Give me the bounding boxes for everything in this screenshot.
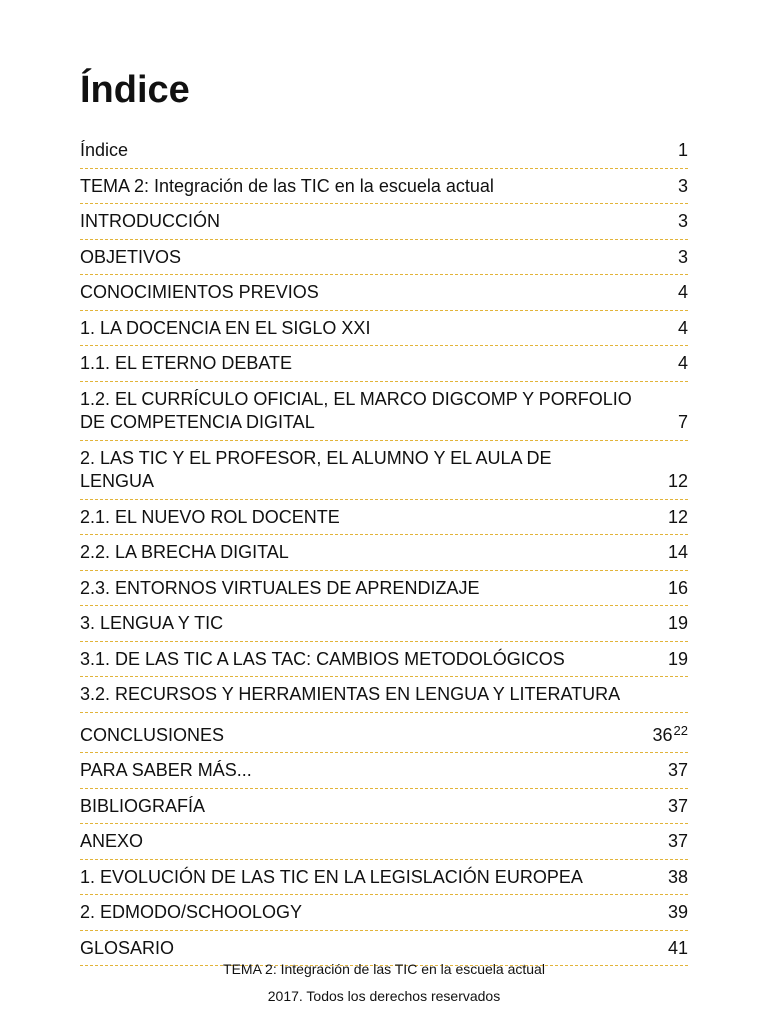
toc-page-value: 19 <box>667 613 688 633</box>
toc-entry-line <box>80 541 688 565</box>
toc-entry-text: TEMA 2: Integración de las TIC en la escuela actual <box>80 175 494 196</box>
toc-page-value: 14 <box>667 542 688 562</box>
toc-entry-page-number <box>678 246 688 270</box>
toc-page-value: 37 <box>667 831 688 851</box>
toc-entry-text: 1.1. EL ETERNO DEBATE <box>80 353 293 373</box>
toc-entry-text: 2.1. EL NUEVO ROL DOCENTE <box>80 506 340 527</box>
toc-entry-page-number <box>668 759 688 783</box>
toc-page-value: 37 <box>667 795 688 816</box>
toc-entry[interactable] <box>80 713 688 754</box>
toc-entry-text: 3. LENGUA Y TIC <box>80 613 224 633</box>
toc-entry-page-number <box>668 612 688 636</box>
toc-entry-line <box>80 281 688 305</box>
toc-page-value: 3 <box>677 211 688 231</box>
toc-entry-text: INTRODUCCIÓN <box>80 211 220 231</box>
toc-page-value: 7 <box>677 412 688 432</box>
toc-entry-page-number <box>678 352 688 376</box>
toc-entry-line <box>80 352 688 376</box>
toc-entry-line <box>80 866 688 890</box>
toc-entry-line <box>80 246 688 270</box>
toc-entry[interactable] <box>80 895 688 931</box>
toc-entry-line <box>80 830 688 854</box>
footer-copyright: 2017. Todos los derechos reservados <box>267 988 501 1004</box>
toc-entry-text: BIBLIOGRAFÍA <box>80 795 206 816</box>
toc-entry-line <box>80 612 688 636</box>
toc-entry[interactable] <box>80 169 688 205</box>
toc-entry-line <box>80 506 688 530</box>
toc-entry-line <box>80 411 688 435</box>
toc-entry-line <box>80 648 688 672</box>
toc-entry-line <box>80 683 688 707</box>
toc-page-value: 4 <box>677 353 688 373</box>
toc-entry-page-number <box>668 470 688 494</box>
toc-page-value: 4 <box>677 317 688 338</box>
toc-page-value: 3 <box>677 175 688 196</box>
table-of-contents <box>80 133 688 966</box>
toc-entry-line <box>80 937 688 961</box>
toc-entry-page-number <box>668 577 688 601</box>
toc-entry[interactable] <box>80 571 688 607</box>
toc-entry[interactable] <box>80 677 688 713</box>
toc-entry-text: Índice <box>80 140 129 160</box>
toc-entry-line <box>80 447 688 471</box>
toc-entry-line <box>80 795 688 819</box>
toc-page-value: 12 <box>667 471 688 491</box>
toc-entry-page-number <box>668 830 688 854</box>
toc-page-value: 19 <box>667 648 688 669</box>
toc-entry[interactable] <box>80 133 688 169</box>
toc-entry[interactable] <box>80 860 688 896</box>
toc-entry-page-number <box>678 175 688 199</box>
toc-entry[interactable] <box>80 382 688 441</box>
toc-entry[interactable] <box>80 204 688 240</box>
toc-entry[interactable] <box>80 311 688 347</box>
page-title: Índice <box>80 69 190 111</box>
toc-entry-text: 2. LAS TIC Y EL PROFESOR, EL ALUMNO Y EL AULA DE <box>80 447 552 468</box>
toc-page-value: 1 <box>677 140 688 160</box>
toc-entry-text: 1. EVOLUCIÓN DE LAS TIC EN LA LEGISLACIÓN EUROPEA <box>80 866 583 887</box>
toc-entry-text: GLOSARIO <box>80 937 175 958</box>
toc-entry-page-number <box>678 281 688 305</box>
toc-entry-line <box>80 901 688 925</box>
toc-page-value: 12 <box>667 506 688 527</box>
toc-entry[interactable] <box>80 789 688 825</box>
toc-entry-page-number <box>653 719 689 748</box>
toc-entry-text: CONOCIMIENTOS PREVIOS <box>80 282 319 302</box>
toc-entry-text: 2.2. LA BRECHA DIGITAL <box>80 542 289 562</box>
toc-entry[interactable] <box>80 535 688 571</box>
toc-entry-page-number <box>668 506 688 530</box>
toc-entry-line <box>80 210 688 234</box>
toc-entry[interactable] <box>80 441 688 500</box>
toc-page-value: 38 <box>667 866 688 887</box>
toc-entry-text: 1.2. EL CURRÍCULO OFICIAL, EL MARCO DIGCOMP Y PORFOLIO <box>80 388 632 409</box>
toc-entry-line <box>80 759 688 783</box>
toc-page-value: 37 <box>667 760 688 780</box>
toc-entry-text: 3.1. DE LAS TIC A LAS TAC: CAMBIOS METODOLÓGICOS <box>80 648 565 669</box>
toc-entry-page-number <box>678 317 688 341</box>
toc-page-superscript: 22 <box>673 722 688 738</box>
toc-entry-page-number <box>668 541 688 565</box>
toc-page-value: 39 <box>667 902 688 922</box>
toc-entry-text: 2. EDMODO/SCHOOLOGY <box>80 902 303 922</box>
toc-entry-line <box>80 139 688 163</box>
toc-entry-page-number <box>678 139 688 163</box>
toc-page-value: 4 <box>677 282 688 302</box>
toc-page-value: 36 <box>652 724 673 745</box>
toc-entry-text: PARA SABER MÁS... <box>80 760 252 780</box>
toc-entry-text: 1. LA DOCENCIA EN EL SIGLO XXI <box>80 317 371 338</box>
toc-page-value: 41 <box>667 937 688 958</box>
toc-entry-page-number <box>668 937 688 961</box>
toc-page-value: 3 <box>677 246 688 267</box>
toc-entry-text: 3.2. RECURSOS Y HERRAMIENTAS EN LENGUA Y LITERATURA <box>80 684 621 704</box>
toc-entry-text: OBJETIVOS <box>80 246 182 267</box>
footer-title: TEMA 2: Integración de las TIC en la escuela actual <box>223 961 545 977</box>
toc-entry-line <box>80 175 688 199</box>
toc-entry-text: CONCLUSIONES <box>80 724 225 745</box>
toc-entry-page-number <box>668 795 688 819</box>
toc-entry-line <box>80 577 688 601</box>
toc-entry-line <box>80 470 688 494</box>
toc-entry[interactable] <box>80 275 688 311</box>
toc-entry[interactable] <box>80 606 688 642</box>
toc-entry-page-number <box>678 411 688 435</box>
toc-entry-text: DE COMPETENCIA DIGITAL <box>80 412 315 432</box>
toc-entry-page-number <box>668 901 688 925</box>
toc-entry-page-number <box>678 210 688 234</box>
toc-entry-line <box>80 719 688 748</box>
toc-entry-page-number <box>668 648 688 672</box>
toc-entry[interactable] <box>80 824 688 860</box>
toc-entry-text: 2.3. ENTORNOS VIRTUALES DE APRENDIZAJE <box>80 577 480 598</box>
toc-entry[interactable] <box>80 753 688 789</box>
toc-entry-text: LENGUA <box>80 471 155 491</box>
toc-entry-line <box>80 388 688 412</box>
toc-entry[interactable] <box>80 500 688 536</box>
toc-entry-text: ANEXO <box>80 831 144 851</box>
toc-entry[interactable] <box>80 642 688 678</box>
toc-entry[interactable] <box>80 346 688 382</box>
toc-page-value: 16 <box>667 577 688 598</box>
toc-entry-line <box>80 317 688 341</box>
toc-entry[interactable] <box>80 240 688 276</box>
toc-entry-page-number <box>668 866 688 890</box>
